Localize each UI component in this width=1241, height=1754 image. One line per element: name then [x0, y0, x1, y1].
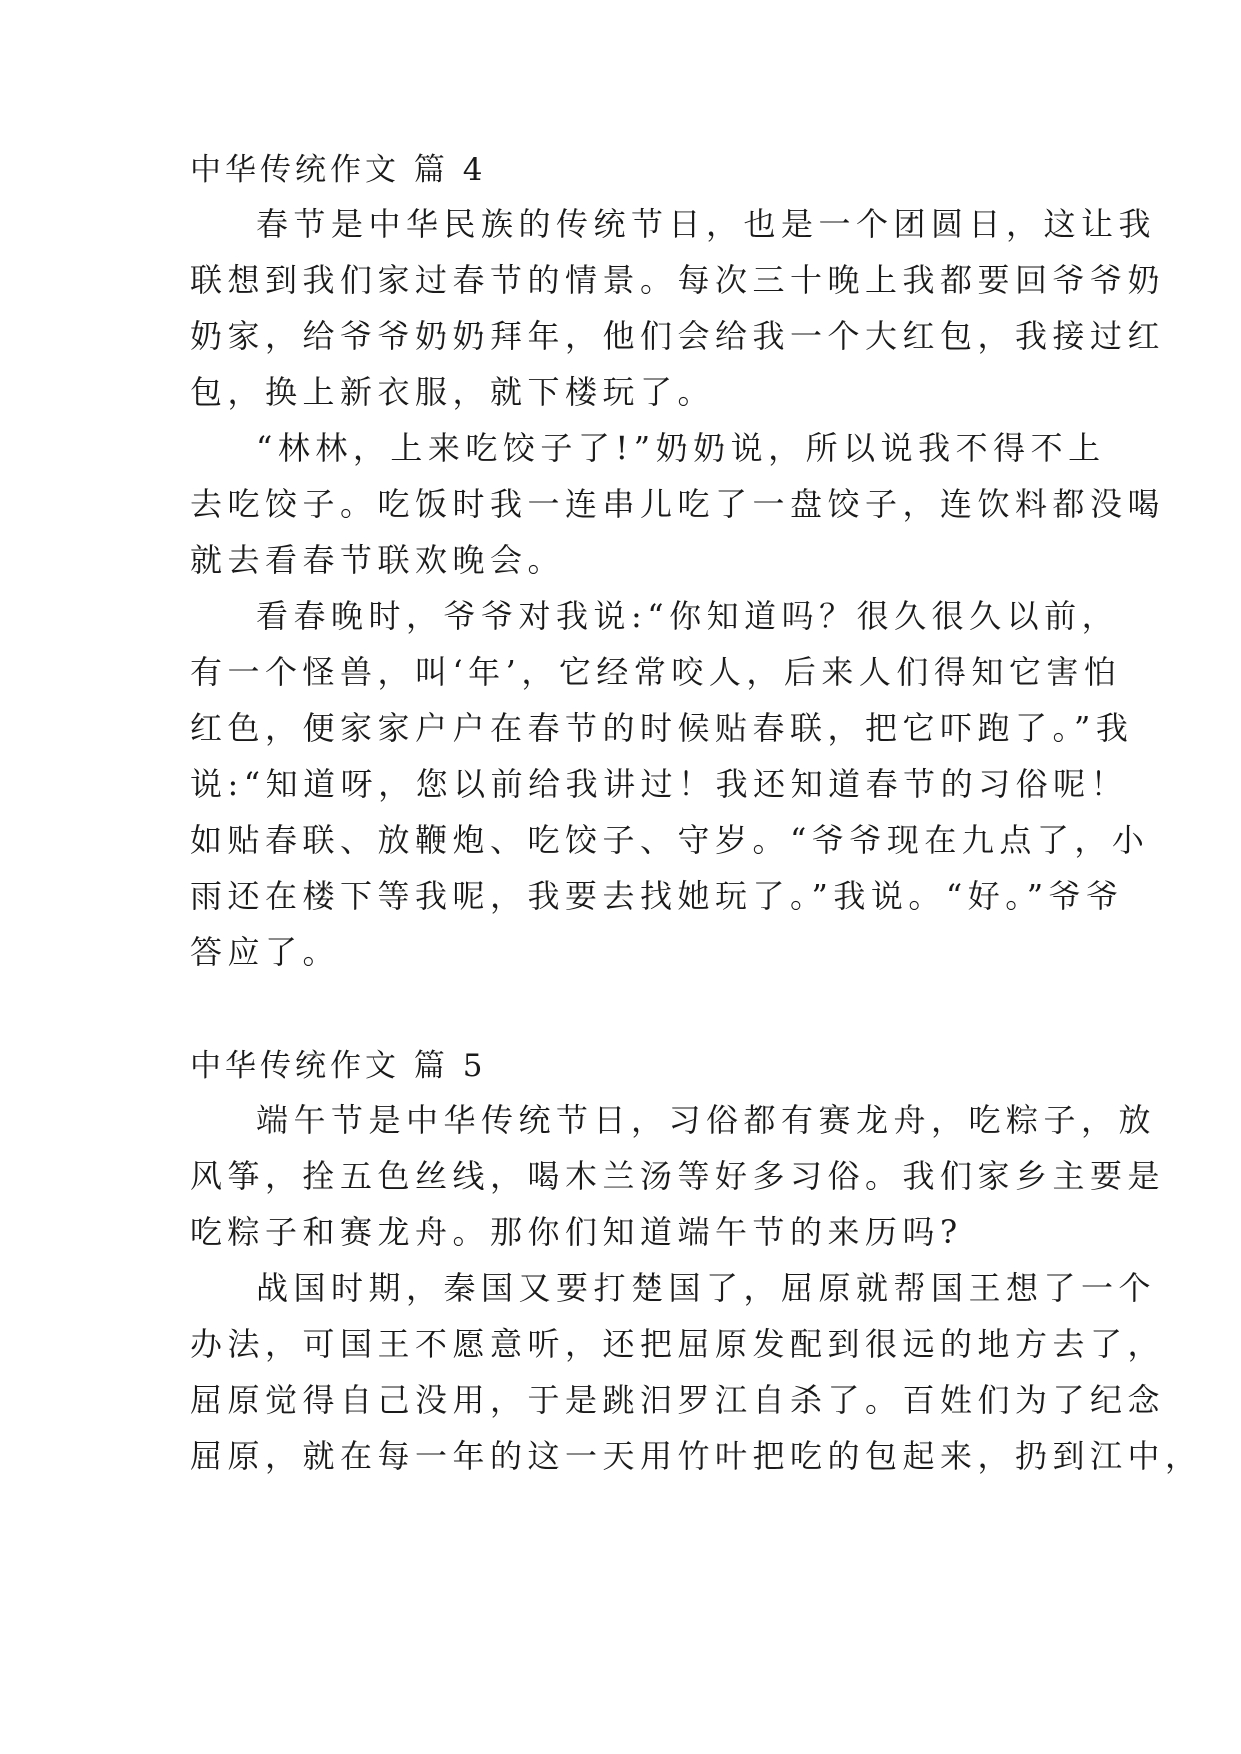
paragraph-line: 奶家，给爷爷奶奶拜年，他们会给我一个大红包，我接过红	[190, 317, 1166, 355]
paragraph-line: 有一个怪兽，叫‘年’，它经常咬人，后来人们得知它害怕	[190, 653, 1122, 691]
paragraph-line: 屈原觉得自己没用，于是跳汨罗江自杀了。百姓们为了纪念	[190, 1381, 1166, 1419]
paragraph-line: 屈原，就在每一年的这一天用竹叶把吃的包起来，扔到江中，	[190, 1437, 1203, 1475]
paragraph-line: 端午节是中华传统节日，习俗都有赛龙舟，吃粽子，放	[256, 1101, 1157, 1139]
paragraph-line: 风筝，拴五色丝线，喝木兰汤等好多习俗。我们家乡主要是	[190, 1157, 1166, 1195]
section-title: 中华传统作文 篇 5	[190, 1048, 487, 1084]
paragraph-line: 如贴春联、放鞭炮、吃饺子、守岁。“爷爷现在九点了，小	[190, 821, 1150, 859]
paragraph-line: 红色，便家家户户在春节的时候贴春联，把它吓跑了。”我	[190, 709, 1134, 747]
paragraph-line: “林林，上来吃饺子了!”奶奶说，所以说我不得不上	[256, 429, 1106, 467]
paragraph-line: 看春晚时，爷爷对我说:“你知道吗？很久很久以前，	[256, 597, 1120, 635]
paragraph-line: 就去看春节联欢晚会。	[190, 541, 566, 579]
paragraph-line: 春节是中华民族的传统节日，也是一个团圆日，这让我	[256, 205, 1157, 243]
paragraph-line: 联想到我们家过春节的情景。每次三十晚上我都要回爷爷奶	[190, 261, 1166, 299]
paragraph-line: 说:“知道呀，您以前给我讲过！我还知道春节的习俗呢！	[190, 765, 1129, 803]
paragraph-line: 去吃饺子。吃饭时我一连串儿吃了一盘饺子，连饮料都没喝	[190, 485, 1166, 523]
paragraph-line: 吃粽子和赛龙舟。那你们知道端午节的来历吗?	[190, 1213, 963, 1251]
paragraph-line: 办法，可国王不愿意听，还把屈原发配到很远的地方去了，	[190, 1325, 1166, 1363]
paragraph-line: 战国时期，秦国又要打楚国了，屈原就帮国王想了一个	[256, 1269, 1157, 1307]
paragraph-line: 答应了。	[190, 933, 341, 971]
paragraph-line: 包，换上新衣服，就下楼玩了。	[190, 373, 716, 411]
section-title: 中华传统作文 篇 4	[190, 152, 487, 188]
paragraph-line: 雨还在楼下等我呢，我要去找她玩了。”我说。“好。”爷爷	[190, 877, 1124, 915]
